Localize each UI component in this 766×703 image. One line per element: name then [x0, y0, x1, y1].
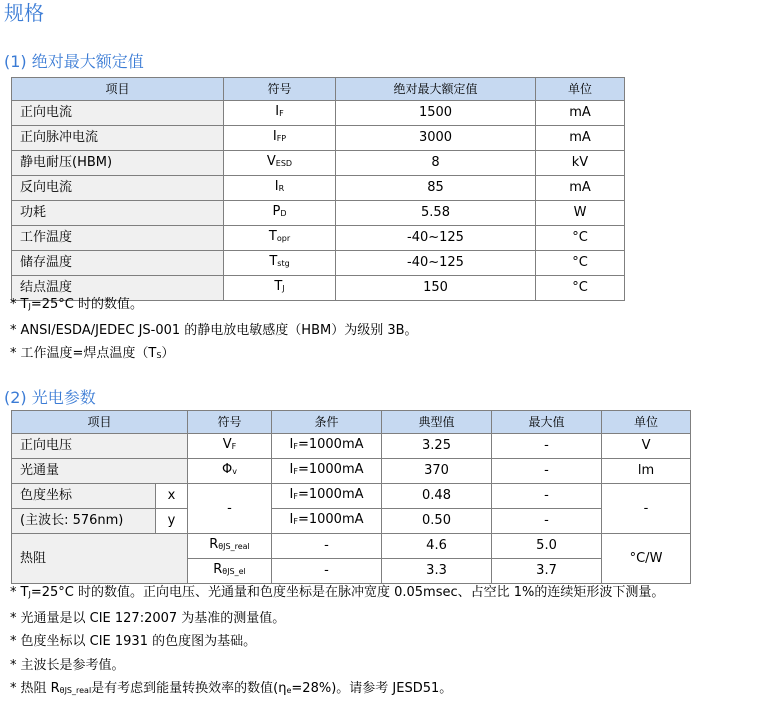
table-header-row	[12, 78, 625, 101]
row-unit: °C/W	[602, 534, 691, 584]
header-unit: 单位	[536, 78, 625, 101]
row-typical: 3.25	[382, 434, 492, 459]
row-value: 3000	[336, 126, 536, 151]
row-unit: °C	[536, 251, 625, 276]
page-title: 规格	[4, 1, 44, 25]
header-item: 项目	[12, 78, 224, 101]
note-item: * 色度坐标以 CIE 1931 的色度图为基础。	[10, 634, 257, 649]
header-typical: 典型值	[382, 411, 492, 434]
header-condition: 条件	[272, 411, 382, 434]
note-item: * 热阻 RθJS_real是有考虑到能量转换效率的数值(ηe=28%)。请参考 JESD51。	[10, 681, 453, 696]
row-item: 结点温度	[12, 276, 224, 301]
row-value: 5.58	[336, 201, 536, 226]
table-row	[12, 101, 625, 126]
table-row	[12, 434, 691, 459]
section-title-absolute-max: (1) 绝对最大额定值	[4, 52, 144, 71]
absolute-max-table	[11, 77, 625, 301]
row-item: (主波长: 576nm)	[12, 509, 156, 534]
row-symbol: IF	[224, 101, 336, 126]
table-row	[12, 226, 625, 251]
row-unit: -	[602, 484, 691, 534]
table-row	[12, 126, 625, 151]
row-typical: 3.3	[382, 559, 492, 584]
row-typical: 0.50	[382, 509, 492, 534]
row-item: 色度坐标	[12, 484, 156, 509]
row-symbol: RθJS_el	[188, 559, 272, 584]
row-item: 储存温度	[12, 251, 224, 276]
header-symbol: 符号	[188, 411, 272, 434]
row-value: 8	[336, 151, 536, 176]
row-condition: IF=1000mA	[272, 509, 382, 534]
row-unit: mA	[536, 101, 625, 126]
header-rating: 绝对最大额定值	[336, 78, 536, 101]
table-row	[12, 201, 625, 226]
row-symbol: IFP	[224, 126, 336, 151]
row-condition: IF=1000mA	[272, 484, 382, 509]
notes-absolute-max	[10, 293, 418, 368]
section-title-optoelectronic: (2) 光电参数	[4, 388, 96, 407]
row-typical: 370	[382, 459, 492, 484]
row-condition: IF=1000mA	[272, 434, 382, 459]
row-item: 正向电压	[12, 434, 188, 459]
row-symbol: Topr	[224, 226, 336, 251]
notes-optoelectronic	[10, 581, 664, 703]
row-max: 5.0	[492, 534, 602, 559]
table-row	[12, 176, 625, 201]
row-item: 热阻	[12, 534, 188, 584]
row-typical: 0.48	[382, 484, 492, 509]
row-item: 反向电流	[12, 176, 224, 201]
header-max: 最大值	[492, 411, 602, 434]
row-unit: mA	[536, 126, 625, 151]
note-item: * 光通量是以 CIE 127:2007 为基准的测量值。	[10, 610, 286, 626]
row-sub-x: x	[156, 484, 188, 509]
row-item: 正向脉冲电流	[12, 126, 224, 151]
row-value: -40~125	[336, 251, 536, 276]
row-symbol: IR	[224, 176, 336, 201]
table-row	[12, 484, 691, 509]
row-symbol: VF	[188, 434, 272, 459]
row-value: 150	[336, 276, 536, 301]
row-max: -	[492, 434, 602, 459]
row-condition: IF=1000mA	[272, 459, 382, 484]
row-symbol: Φv	[188, 459, 272, 484]
row-value: 85	[336, 176, 536, 201]
row-unit: W	[536, 201, 625, 226]
row-symbol: VESD	[224, 151, 336, 176]
row-value: 1500	[336, 101, 536, 126]
row-max: -	[492, 509, 602, 534]
row-item: 正向电流	[12, 101, 224, 126]
optoelectronic-table	[11, 410, 691, 584]
note-item: * 工作温度=焊点温度（TS）	[10, 346, 175, 361]
row-item: 工作温度	[12, 226, 224, 251]
row-condition: -	[272, 559, 382, 584]
row-unit: kV	[536, 151, 625, 176]
note-item: * TJ=25°C 时的数值。正向电压、光通量和色度坐标是在脉冲宽度 0.05msec、占空比 1%的连续矩形波下测量。	[10, 585, 665, 600]
row-symbol: PD	[224, 201, 336, 226]
table-row	[12, 459, 691, 484]
row-item: 功耗	[12, 201, 224, 226]
row-max: -	[492, 484, 602, 509]
note-item: * ANSI/ESDA/JEDEC JS-001 的静电放电敏感度（HBM）为级别 3B。	[10, 322, 418, 338]
table-row	[12, 509, 691, 534]
header-symbol: 符号	[224, 78, 336, 101]
row-max: 3.7	[492, 559, 602, 584]
header-unit: 单位	[602, 411, 691, 434]
row-symbol: TJ	[224, 276, 336, 301]
note-item: * 主波长是参考值。	[10, 657, 125, 673]
row-item: 光通量	[12, 459, 188, 484]
row-symbol: Tstg	[224, 251, 336, 276]
row-unit: V	[602, 434, 691, 459]
row-unit: mA	[536, 176, 625, 201]
row-sub-y: y	[156, 509, 188, 534]
row-value: -40~125	[336, 226, 536, 251]
row-condition: -	[272, 534, 382, 559]
row-symbol: RθJS_real	[188, 534, 272, 559]
row-max: -	[492, 459, 602, 484]
table-header-row	[12, 411, 691, 434]
row-unit: lm	[602, 459, 691, 484]
row-item: 静电耐压(HBM)	[12, 151, 224, 176]
note-item: * TJ=25°C 时的数值。	[10, 297, 143, 312]
table-row	[12, 251, 625, 276]
row-unit: °C	[536, 226, 625, 251]
row-typical: 4.6	[382, 534, 492, 559]
table-row	[12, 534, 691, 559]
row-unit: °C	[536, 276, 625, 301]
table-row	[12, 151, 625, 176]
header-item: 项目	[12, 411, 188, 434]
row-symbol: -	[188, 484, 272, 534]
